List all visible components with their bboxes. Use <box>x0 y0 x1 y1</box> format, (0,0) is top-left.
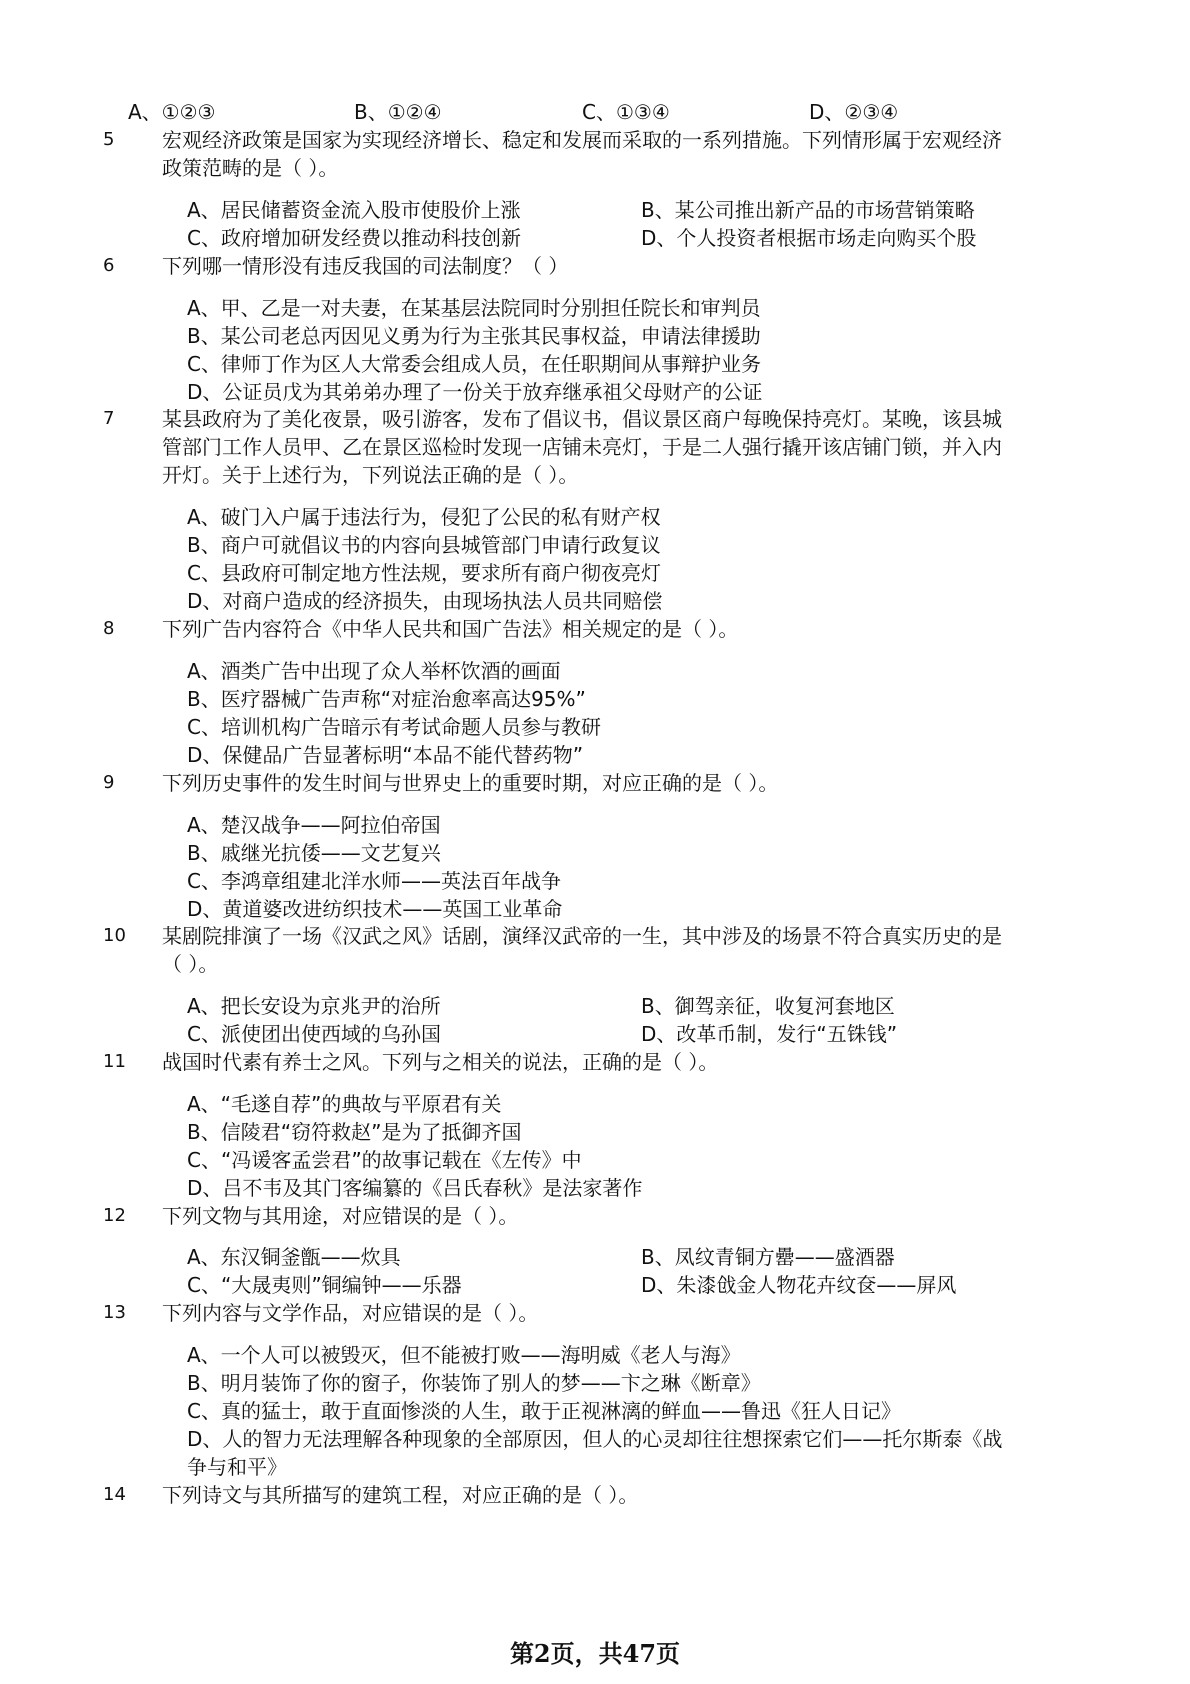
option-b: B、戚继光抗倭——文艺复兴 <box>187 841 441 865</box>
question-stem-line: 下列内容与文学作品，对应错误的是（ ）。 <box>162 1301 539 1325</box>
option-a: A、一个人可以被毁灭，但不能被打败——海明威《老人与海》 <box>187 1343 741 1367</box>
question-number: 10 <box>103 925 126 946</box>
option-a: A、楚汉战争——阿拉伯帝国 <box>187 813 441 837</box>
option-d: D、改革币制，发行“五铢钱” <box>641 1022 898 1046</box>
option-b: B、某公司推出新产品的市场营销策略 <box>641 198 975 222</box>
question-stem-line: 政策范畴的是（ ）。 <box>162 156 339 180</box>
option-c: C、“大晟夷则”铜编钟——乐器 <box>187 1273 462 1297</box>
option-d: D、公证员戊为其弟弟办理了一份关于放弃继承祖父母财产的公证 <box>187 380 763 404</box>
option-d: D、黄道婆改进纺织技术——英国工业革命 <box>187 897 563 921</box>
option-c: C、真的猛士，敢于直面惨淡的人生，敢于正视淋漓的鲜血——鲁迅《狂人日记》 <box>187 1399 901 1423</box>
option-b: B、医疗器械广告声称“对症治愈率高达95%” <box>187 687 586 711</box>
option-c: C、李鸿章组建北洋水师——英法百年战争 <box>187 869 561 893</box>
top-option-c: C、①③④ <box>582 100 670 124</box>
option-b: B、某公司老总丙因见义勇为行为主张其民事权益，申请法律援助 <box>187 324 761 348</box>
question-number: 5 <box>103 129 115 150</box>
option-d-continued: 争与和平》 <box>187 1455 287 1479</box>
question-number: 13 <box>103 1302 126 1323</box>
question-stem-line: 某剧院排演了一场《汉武之风》话剧，演绎汉武帝的一生，其中涉及的场景不符合真实历史的是 <box>162 924 1002 948</box>
option-d: D、朱漆戗金人物花卉纹奁——屏风 <box>641 1273 957 1297</box>
option-a: A、“毛遂自荐”的典故与平原君有关 <box>187 1092 502 1116</box>
option-b: B、商户可就倡议书的内容向县城管部门申请行政复议 <box>187 533 661 557</box>
question-stem-line: 管部门工作人员甲、乙在景区巡检时发现一店铺未亮灯，于是二人强行撬开该店铺门锁，并入内 <box>162 435 1002 459</box>
option-b: B、信陵君“窃符救赵”是为了抵御齐国 <box>187 1120 522 1144</box>
option-a: A、居民储蓄资金流入股市使股价上涨 <box>187 198 521 222</box>
question-number: 14 <box>103 1484 126 1505</box>
top-option-b: B、①②④ <box>354 100 442 124</box>
question-stem-line: 宏观经济政策是国家为实现经济增长、稳定和发展而采取的一系列措施。下列情形属于宏观经济 <box>162 128 1002 152</box>
top-option-a: A、①②③ <box>128 100 216 124</box>
option-c: C、派使团出使西域的乌孙国 <box>187 1022 441 1046</box>
page-footer: 第2页，共47页 <box>509 1639 681 1668</box>
question-stem-line: 某县政府为了美化夜景，吸引游客，发布了倡议书，倡议景区商户每晚保持亮灯。某晚，该县城 <box>162 407 1002 431</box>
option-c: C、“冯谖客孟尝君”的故事记载在《左传》中 <box>187 1148 582 1172</box>
option-c: C、培训机构广告暗示有考试命题人员参与教研 <box>187 715 601 739</box>
option-a: A、东汉铜釜甑——炊具 <box>187 1245 401 1269</box>
question-number: 12 <box>103 1205 126 1226</box>
question-stem-line: 下列诗文与其所描写的建筑工程，对应正确的是（ ）。 <box>162 1483 639 1507</box>
question-number: 8 <box>103 618 115 639</box>
option-d: D、人的智力无法理解各种现象的全部原因，但人的心灵却往往想探索它们——托尔斯泰《战 <box>187 1427 1003 1451</box>
question-stem-line: 战国时代素有养士之风。下列与之相关的说法，正确的是（ ）。 <box>162 1050 719 1074</box>
option-b: B、凤纹青铜方罍——盛酒器 <box>641 1245 895 1269</box>
option-d: D、吕不韦及其门客编纂的《吕氏春秋》是法家著作 <box>187 1176 643 1200</box>
question-number: 7 <box>103 408 115 429</box>
question-stem-line: 下列哪一情形没有违反我国的司法制度？（ ） <box>162 254 569 278</box>
option-d: D、个人投资者根据市场走向购买个股 <box>641 226 977 250</box>
option-a: A、甲、乙是一对夫妻，在某基层法院同时分别担任院长和审判员 <box>187 296 761 320</box>
option-d: D、保健品广告显著标明“本品不能代替药物” <box>187 743 584 767</box>
option-c: C、县政府可制定地方性法规，要求所有商户彻夜亮灯 <box>187 561 661 585</box>
option-c: C、政府增加研发经费以推动科技创新 <box>187 226 521 250</box>
option-c: C、律师丁作为区人大常委会组成人员，在任职期间从事辩护业务 <box>187 352 761 376</box>
question-stem-line: 下列历史事件的发生时间与世界史上的重要时期，对应正确的是（ ）。 <box>162 771 779 795</box>
question-number: 6 <box>103 255 115 276</box>
question-stem-line: 开灯。关于上述行为，下列说法正确的是（ ）。 <box>162 463 579 487</box>
option-a: A、把长安设为京兆尹的治所 <box>187 994 441 1018</box>
question-stem-line: （ ）。 <box>162 952 219 976</box>
question-stem-line: 下列广告内容符合《中华人民共和国广告法》相关规定的是（ ）。 <box>162 617 739 641</box>
option-b: B、明月装饰了你的窗子，你装饰了别人的梦——卞之琳《断章》 <box>187 1371 761 1395</box>
option-a: A、酒类广告中出现了众人举杯饮酒的画面 <box>187 659 561 683</box>
option-d: D、对商户造成的经济损失，由现场执法人员共同赔偿 <box>187 589 663 613</box>
question-number: 9 <box>103 772 115 793</box>
top-option-d: D、②③④ <box>809 100 899 124</box>
option-a: A、破门入户属于违法行为，侵犯了公民的私有财产权 <box>187 505 661 529</box>
question-number: 11 <box>103 1051 126 1072</box>
option-b: B、御驾亲征，收复河套地区 <box>641 994 895 1018</box>
question-stem-line: 下列文物与其用途，对应错误的是（ ）。 <box>162 1204 519 1228</box>
